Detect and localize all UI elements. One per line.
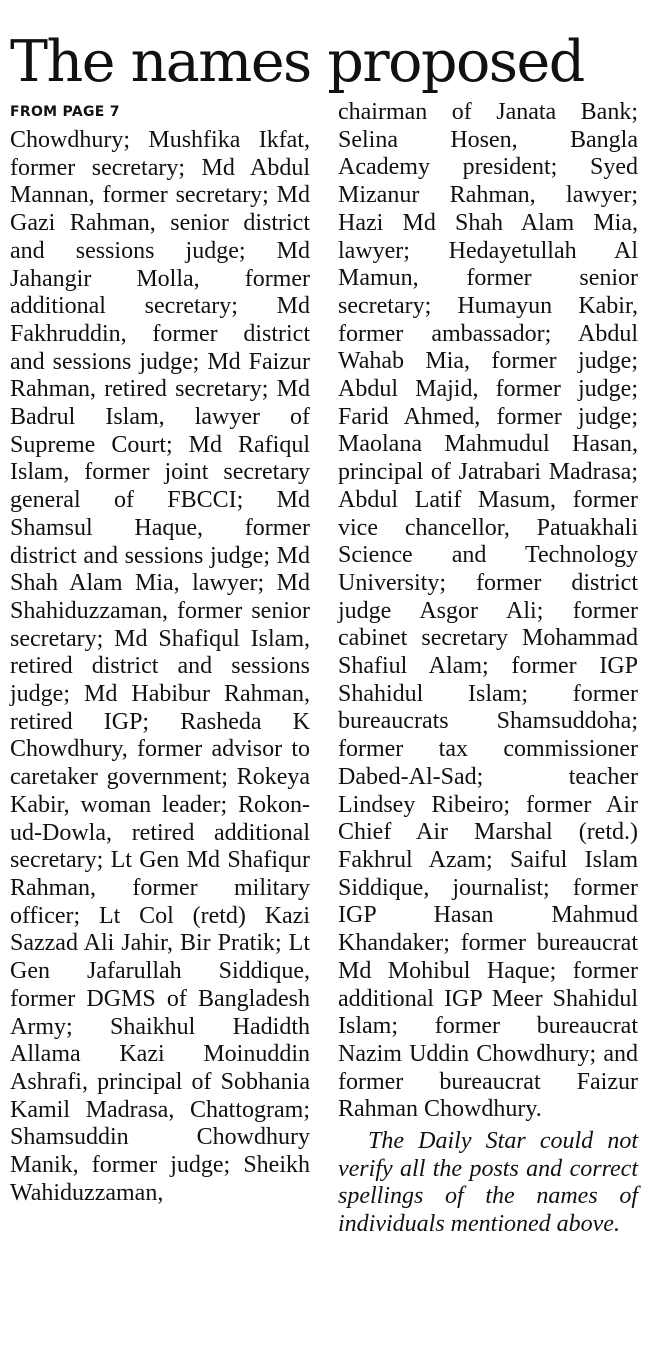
- left-column: [10, 127, 310, 1207]
- editor-note: The Daily Star could not verify all the posts and correct spellings of the names of individuals mentioned above.: [338, 1128, 638, 1238]
- left-column-text: Chowdhury; Mushfika Ikfat, former secretary; Md Abdul Mannan, former secretary; Md Gazi Rahman, senior district and sessions judge; Md Jahangir Molla, former additional secretary; Md Fakhruddin, former district and sessions judge; Md Faizur Rahman, retired secretary; Md Badrul Islam, lawyer of Supreme Court; Md Rafiqul Islam, former joint secretary general of FBCCI; Md Shamsul Haque, former district and sessions judge; Md Shah Alam Mia, lawyer; Md Shahiduzzaman, former senior secretary; Md Shafiqul Islam, retired district and sessions judge; Md Habibur Rahman, retired IGP; Rasheda K Chowdhury, former advisor to caretaker government; Rokeya Kabir, woman leader; Rokon-ud-Dowla, retired additional secretary; Lt Gen Md Shafiqur Rahman, former military officer; Lt Col (retd) Kazi Sazzad Ali Jahir, Bir Pratik; Lt Gen Jafarullah Siddique, former DGMS of Bangladesh Army; Shaikhul Hadidth Allama Kazi Moinuddin Ashrafi, principal of Sobhania Kamil Madrasa, Chattogram; Shamsuddin Chowdhury Manik, former judge; Sheikh Wahiduzzaman,: [10, 127, 310, 1206]
- right-column: [338, 99, 638, 1239]
- continuation-kicker: FROM PAGE 7: [10, 104, 120, 120]
- right-column-text: chairman of Janata Bank; Selina Hosen, Bangla Academy president; Syed Mizanur Rahman, lawyer; Hazi Md Shah Alam Mia, lawyer; Hedayetullah Al Mamun, former senior secretary; Humayun Kabir, former ambassador; Abdul Wahab Mia, former judge; Abdul Majid, former judge; Farid Ahmed, former judge; Maolana Mahmudul Hasan, principal of Jatrabari Madrasa; Abdul Latif Masum, former vice chancellor, Patuakhali Science and Technology University; former district judge Asgor Ali; former cabinet secretary Mohammad Shafiul Alam; former IGP Shahidul Islam; former bureaucrats Shamsuddoha; former tax commissioner Dabed-Al-Sad; teacher Lindsey Ribeiro; former Air Chief Air Marshal (retd.) Fakhrul Azam; Saiful Islam Siddique, journalist; former IGP Hasan Mahmud Khandaker; former bureaucrat Md Mohibul Haque; former additional IGP Meer Shahidul Islam; former bureaucrat Nazim Uddin Chowdhury; and former bureaucrat Faizur Rahman Chowdhury.: [338, 99, 638, 1123]
- headline: The names proposed: [10, 29, 584, 95]
